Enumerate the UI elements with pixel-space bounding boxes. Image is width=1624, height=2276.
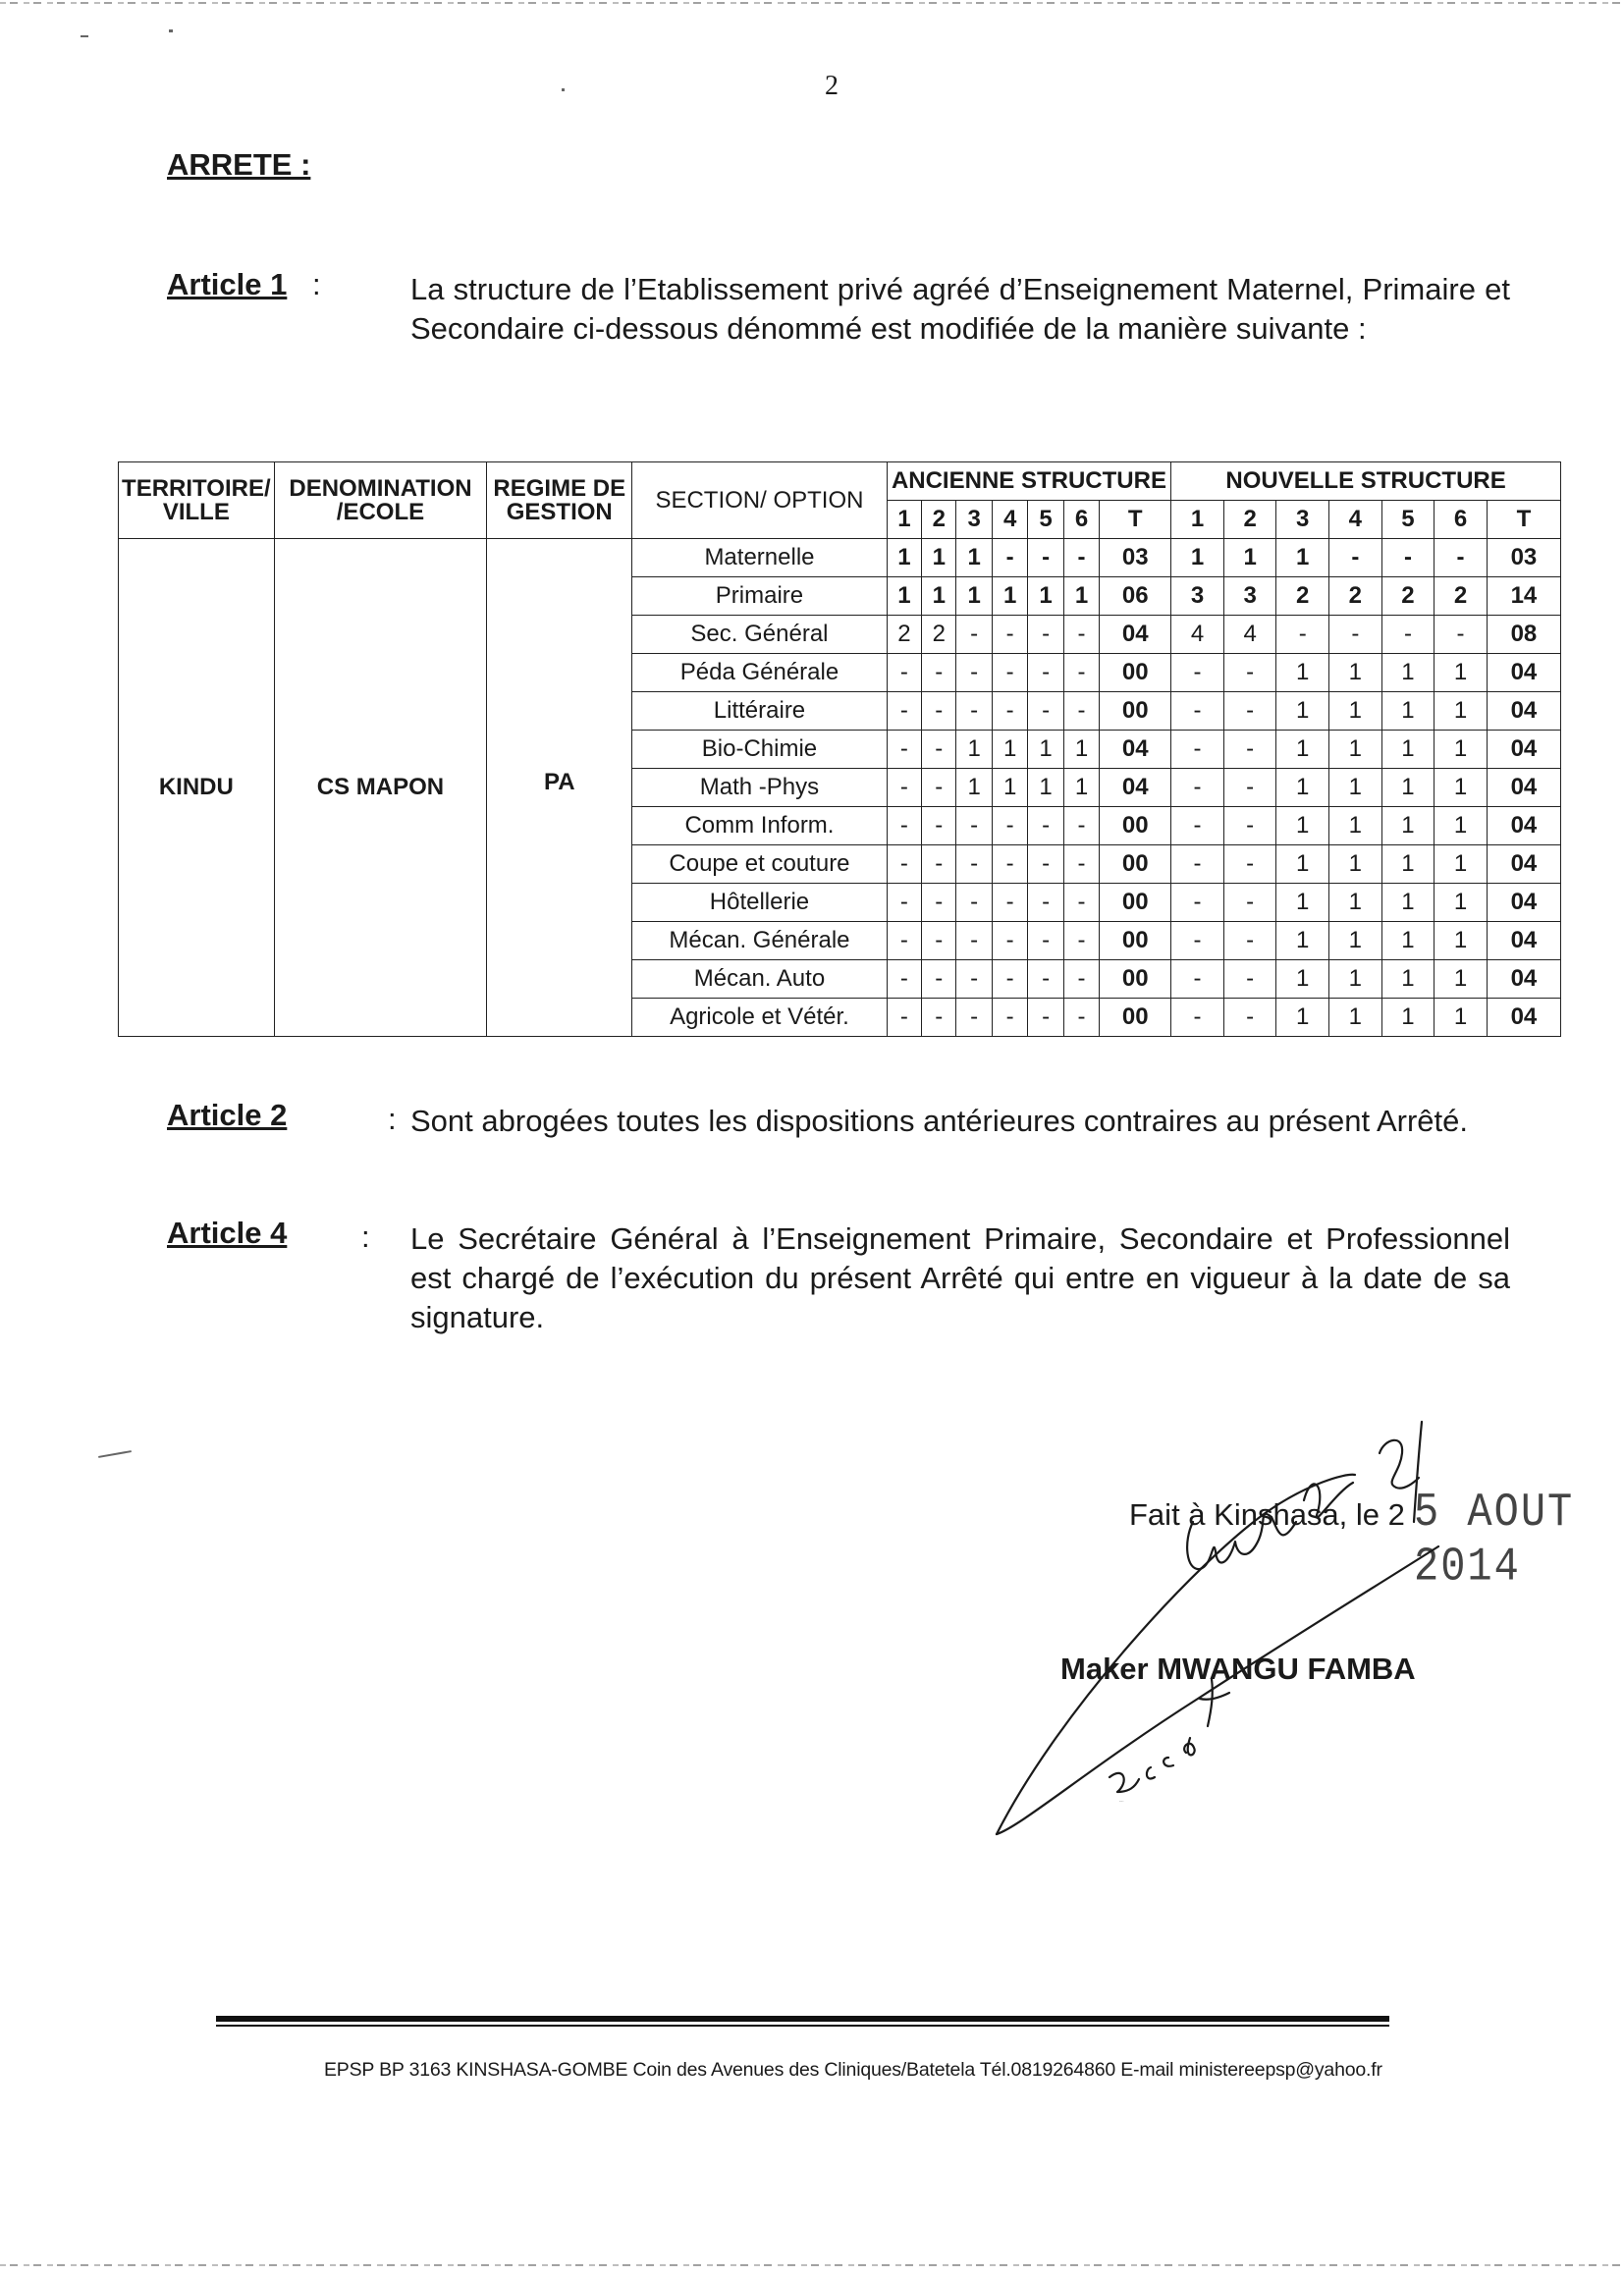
nouvelle-total-cell: 04	[1487, 845, 1560, 884]
nouvelle-class-1-cell: -	[1171, 845, 1224, 884]
option-cell: Comm Inform.	[632, 807, 887, 845]
nouvelle-class-2-cell: 1	[1223, 539, 1276, 577]
option-cell: Hôtellerie	[632, 884, 887, 922]
ancienne-class-1-cell: 1	[887, 539, 921, 577]
nouvelle-class-2-cell: 4	[1223, 616, 1276, 654]
nouvelle-class-2-cell: -	[1223, 654, 1276, 692]
nouvelle-class-6-cell: 1	[1435, 769, 1488, 807]
ancienne-class-4-cell: -	[992, 884, 1027, 922]
nouvelle-class-4-cell: 1	[1329, 654, 1382, 692]
nouvelle-class-1-cell: -	[1171, 922, 1224, 960]
nouvelle-class-3-cell: -	[1276, 616, 1329, 654]
nouvelle-class-3-cell: 1	[1276, 731, 1329, 769]
ancienne-class-3-cell: -	[956, 922, 992, 960]
ancienne-class-5-cell: -	[1028, 845, 1063, 884]
nouvelle-class-3-cell: 1	[1276, 845, 1329, 884]
ancienne-class-5-cell: -	[1028, 616, 1063, 654]
ancienne-total-cell: 04	[1100, 731, 1171, 769]
decree-heading: ARRETE :	[167, 147, 311, 182]
nouvelle-class-5-cell: 1	[1381, 884, 1435, 922]
ancienne-class-6-cell: -	[1063, 539, 1099, 577]
ancienne-class-3-cell: -	[956, 845, 992, 884]
article-4-label: Article 4	[167, 1216, 288, 1250]
nouvelle-class-6-cell: 1	[1435, 692, 1488, 731]
ancienne-total-cell: 00	[1100, 654, 1171, 692]
nouvelle-class-6-cell: 1	[1435, 884, 1488, 922]
nouvelle-total-cell: 04	[1487, 999, 1560, 1037]
ancienne-class-3-cell: -	[956, 807, 992, 845]
nouvelle-total-cell: 14	[1487, 577, 1560, 616]
ancienne-class-2-cell: -	[922, 731, 956, 769]
option-cell: Coupe et couture	[632, 845, 887, 884]
nouvelle-class-2-cell: -	[1223, 769, 1276, 807]
nouvelle-class-1-cell: -	[1171, 960, 1224, 999]
ancienne-class-1-cell: -	[887, 807, 921, 845]
nouvelle-class-1-cell: -	[1171, 807, 1224, 845]
header-nouvelle-structure: NOUVELLE STRUCTURE	[1171, 462, 1561, 501]
ancienne-class-4-cell: 1	[992, 577, 1027, 616]
header-nouvelle-col-1: 1	[1171, 501, 1224, 539]
header-ancienne-col-2: 2	[922, 501, 956, 539]
nouvelle-class-2-cell: -	[1223, 731, 1276, 769]
option-cell: Bio-Chimie	[632, 731, 887, 769]
option-cell: Péda Générale	[632, 654, 887, 692]
nouvelle-class-5-cell: -	[1381, 616, 1435, 654]
ancienne-class-4-cell: -	[992, 654, 1027, 692]
option-cell: Sec. Général	[632, 616, 887, 654]
nouvelle-class-5-cell: 2	[1381, 577, 1435, 616]
article-2-colon: :	[388, 1102, 397, 1136]
ancienne-class-3-cell: -	[956, 654, 992, 692]
ancienne-class-1-cell: 2	[887, 616, 921, 654]
ancienne-class-6-cell: -	[1063, 616, 1099, 654]
header-section-option: SECTION/ OPTION	[632, 462, 887, 539]
footer-rule-thin	[216, 2025, 1389, 2027]
ancienne-class-1-cell: -	[887, 731, 921, 769]
nouvelle-class-6-cell: -	[1435, 539, 1488, 577]
ancienne-class-2-cell: -	[922, 692, 956, 731]
footer-address: EPSP BP 3163 KINSHASA-GOMBE Coin des Avenues des Cliniques/Batetela Tél.0819264860 E-mail ministereepsp@yahoo.fr	[324, 2059, 1382, 2081]
ancienne-class-4-cell: -	[992, 922, 1027, 960]
ancienne-class-4-cell: -	[992, 539, 1027, 577]
nouvelle-class-6-cell: -	[1435, 616, 1488, 654]
scan-artifact-bottom	[0, 2264, 1624, 2266]
option-cell: Primaire	[632, 577, 887, 616]
nouvelle-class-3-cell: 1	[1276, 654, 1329, 692]
svg-text:25.08.14: 25.08.14	[1119, 1802, 1124, 1803]
nouvelle-class-4-cell: 1	[1329, 999, 1382, 1037]
article-1-text: La structure de l’Etablissement privé agréé d’Enseignement Maternel, Primaire et Secondaire ci-dessous dénommé est modifiée de la manière suivante :	[410, 272, 1510, 346]
nouvelle-class-2-cell: -	[1223, 922, 1276, 960]
nouvelle-class-4-cell: 1	[1329, 807, 1382, 845]
article-2-text: Sont abrogées toutes les dispositions antérieures contraires au présent Arrêté.	[410, 1104, 1469, 1138]
nouvelle-class-3-cell: 1	[1276, 692, 1329, 731]
ancienne-class-3-cell: 1	[956, 769, 992, 807]
ancienne-class-2-cell: -	[922, 999, 956, 1037]
ancienne-total-cell: 00	[1100, 807, 1171, 845]
nouvelle-class-1-cell: -	[1171, 692, 1224, 731]
ancienne-class-2-cell: -	[922, 884, 956, 922]
article-1-colon: :	[312, 267, 321, 301]
nouvelle-class-3-cell: 1	[1276, 960, 1329, 999]
ancienne-class-1-cell: -	[887, 769, 921, 807]
header-nouvelle-col-2: 2	[1223, 501, 1276, 539]
territoire-cell: KINDU	[119, 539, 275, 1037]
nouvelle-total-cell: 08	[1487, 616, 1560, 654]
nouvelle-class-5-cell: 1	[1381, 960, 1435, 999]
nouvelle-class-5-cell: 1	[1381, 769, 1435, 807]
ancienne-class-1-cell: -	[887, 692, 921, 731]
nouvelle-class-6-cell: 2	[1435, 577, 1488, 616]
header-denomination: DENOMINATION /ECOLE	[274, 462, 487, 539]
article-1-label: Article 1	[167, 267, 288, 301]
nouvelle-class-4-cell: 1	[1329, 731, 1382, 769]
nouvelle-class-4-cell: 1	[1329, 960, 1382, 999]
article-4-text: Le Secrétaire Général à l’Enseignement Primaire, Secondaire et Professionnel est chargé de l’exécution du présent Arrêté qui entre en vigueur à la date de sa signature.	[410, 1221, 1510, 1334]
handwritten-signature	[972, 1414, 1522, 1866]
header-ancienne-col-4: 4	[992, 501, 1027, 539]
nouvelle-class-5-cell: 1	[1381, 922, 1435, 960]
ancienne-class-6-cell: -	[1063, 999, 1099, 1037]
ancienne-class-2-cell: -	[922, 845, 956, 884]
ancienne-total-cell: 00	[1100, 960, 1171, 999]
ancienne-class-3-cell: -	[956, 960, 992, 999]
ancienne-class-5-cell: -	[1028, 539, 1063, 577]
nouvelle-class-2-cell: -	[1223, 845, 1276, 884]
nouvelle-class-5-cell: 1	[1381, 692, 1435, 731]
nouvelle-class-4-cell: 1	[1329, 922, 1382, 960]
regime-cell: PA	[487, 539, 632, 1037]
nouvelle-class-5-cell: 1	[1381, 731, 1435, 769]
nouvelle-total-cell: 04	[1487, 960, 1560, 999]
ancienne-class-6-cell: -	[1063, 807, 1099, 845]
ancienne-class-1-cell: -	[887, 960, 921, 999]
nouvelle-class-1-cell: -	[1171, 999, 1224, 1037]
header-ancienne-col-t: T	[1100, 501, 1171, 539]
nouvelle-class-1-cell: -	[1171, 654, 1224, 692]
ancienne-class-4-cell: -	[992, 616, 1027, 654]
nouvelle-class-5-cell: 1	[1381, 845, 1435, 884]
header-nouvelle-col-3: 3	[1276, 501, 1329, 539]
nouvelle-class-2-cell: -	[1223, 692, 1276, 731]
nouvelle-class-1-cell: -	[1171, 731, 1224, 769]
header-ancienne-col-6: 6	[1063, 501, 1099, 539]
header-ancienne-structure: ANCIENNE STRUCTURE	[887, 462, 1171, 501]
ancienne-class-6-cell: 1	[1063, 769, 1099, 807]
header-ancienne-col-1: 1	[887, 501, 921, 539]
ancienne-total-cell: 06	[1100, 577, 1171, 616]
ancienne-class-4-cell: 1	[992, 769, 1027, 807]
scan-speck	[169, 29, 173, 32]
nouvelle-class-4-cell: 2	[1329, 577, 1382, 616]
nouvelle-class-3-cell: 1	[1276, 539, 1329, 577]
nouvelle-class-4-cell: 1	[1329, 884, 1382, 922]
ancienne-class-3-cell: 1	[956, 577, 992, 616]
nouvelle-class-4-cell: -	[1329, 539, 1382, 577]
option-cell: Mécan. Auto	[632, 960, 887, 999]
nouvelle-total-cell: 04	[1487, 922, 1560, 960]
nouvelle-class-6-cell: 1	[1435, 845, 1488, 884]
ancienne-class-5-cell: 1	[1028, 731, 1063, 769]
nouvelle-class-4-cell: 1	[1329, 845, 1382, 884]
nouvelle-class-4-cell: 1	[1329, 769, 1382, 807]
ancienne-class-3-cell: -	[956, 884, 992, 922]
nouvelle-class-1-cell: 4	[1171, 616, 1224, 654]
ancienne-class-4-cell: 1	[992, 731, 1027, 769]
ancienne-class-5-cell: -	[1028, 960, 1063, 999]
ancienne-class-1-cell: -	[887, 922, 921, 960]
option-cell: Agricole et Vétér.	[632, 999, 887, 1037]
ancienne-class-4-cell: -	[992, 807, 1027, 845]
article-2-label: Article 2	[167, 1098, 288, 1132]
ancienne-class-1-cell: -	[887, 845, 921, 884]
ancienne-class-5-cell: -	[1028, 884, 1063, 922]
nouvelle-class-3-cell: 1	[1276, 807, 1329, 845]
ancienne-class-2-cell: -	[922, 769, 956, 807]
ancienne-total-cell: 00	[1100, 845, 1171, 884]
nouvelle-class-3-cell: 1	[1276, 922, 1329, 960]
scan-speck	[562, 88, 565, 91]
nouvelle-class-5-cell: 1	[1381, 654, 1435, 692]
denomination-cell: CS MAPON	[274, 539, 487, 1037]
ancienne-class-1-cell: -	[887, 999, 921, 1037]
ancienne-class-4-cell: -	[992, 692, 1027, 731]
nouvelle-class-4-cell: 1	[1329, 692, 1382, 731]
ancienne-class-5-cell: -	[1028, 654, 1063, 692]
ancienne-class-3-cell: -	[956, 616, 992, 654]
nouvelle-class-2-cell: -	[1223, 960, 1276, 999]
ancienne-class-1-cell: -	[887, 884, 921, 922]
ancienne-class-3-cell: 1	[956, 731, 992, 769]
ancienne-class-1-cell: 1	[887, 577, 921, 616]
ancienne-class-2-cell: 2	[922, 616, 956, 654]
nouvelle-class-6-cell: 1	[1435, 999, 1488, 1037]
header-nouvelle-col-6: 6	[1435, 501, 1488, 539]
nouvelle-class-6-cell: 1	[1435, 654, 1488, 692]
nouvelle-class-3-cell: 1	[1276, 769, 1329, 807]
ancienne-total-cell: 00	[1100, 692, 1171, 731]
ancienne-class-5-cell: 1	[1028, 577, 1063, 616]
ancienne-total-cell: 03	[1100, 539, 1171, 577]
ancienne-class-3-cell: 1	[956, 539, 992, 577]
ancienne-class-3-cell: -	[956, 692, 992, 731]
nouvelle-class-2-cell: -	[1223, 807, 1276, 845]
ancienne-class-6-cell: -	[1063, 654, 1099, 692]
nouvelle-class-3-cell: 1	[1276, 884, 1329, 922]
article-4-colon: :	[361, 1219, 370, 1254]
nouvelle-class-6-cell: 1	[1435, 960, 1488, 999]
header-nouvelle-col-t: T	[1487, 501, 1560, 539]
ancienne-class-4-cell: -	[992, 845, 1027, 884]
option-cell: Mécan. Générale	[632, 922, 887, 960]
ancienne-class-2-cell: -	[922, 922, 956, 960]
ancienne-class-5-cell: -	[1028, 922, 1063, 960]
ancienne-class-6-cell: -	[1063, 845, 1099, 884]
nouvelle-total-cell: 04	[1487, 807, 1560, 845]
nouvelle-class-1-cell: 1	[1171, 539, 1224, 577]
header-nouvelle-col-5: 5	[1381, 501, 1435, 539]
scan-speck	[81, 35, 88, 37]
place-date-line: Fait à Kinshasa, le 2	[1129, 1497, 1405, 1532]
ancienne-class-2-cell: 1	[922, 539, 956, 577]
ancienne-class-6-cell: -	[1063, 922, 1099, 960]
header-ancienne-col-3: 3	[956, 501, 992, 539]
nouvelle-class-2-cell: -	[1223, 884, 1276, 922]
ancienne-class-6-cell: -	[1063, 960, 1099, 999]
header-ancienne-col-5: 5	[1028, 501, 1063, 539]
ancienne-class-1-cell: -	[887, 654, 921, 692]
ancienne-class-3-cell: -	[956, 999, 992, 1037]
nouvelle-class-3-cell: 1	[1276, 999, 1329, 1037]
nouvelle-total-cell: 04	[1487, 769, 1560, 807]
ancienne-class-5-cell: -	[1028, 999, 1063, 1037]
footer-rule	[216, 2016, 1389, 2022]
ancienne-class-6-cell: 1	[1063, 577, 1099, 616]
nouvelle-class-5-cell: 1	[1381, 999, 1435, 1037]
option-cell: Math -Phys	[632, 769, 887, 807]
ancienne-class-6-cell: 1	[1063, 731, 1099, 769]
scan-artifact-top	[0, 2, 1624, 4]
table-row	[119, 539, 1561, 577]
ancienne-class-5-cell: -	[1028, 692, 1063, 731]
nouvelle-class-5-cell: -	[1381, 539, 1435, 577]
nouvelle-class-2-cell: -	[1223, 999, 1276, 1037]
page-number: 2	[825, 71, 839, 101]
ancienne-class-2-cell: -	[922, 654, 956, 692]
nouvelle-total-cell: 04	[1487, 692, 1560, 731]
nouvelle-total-cell: 04	[1487, 654, 1560, 692]
nouvelle-class-6-cell: 1	[1435, 807, 1488, 845]
nouvelle-class-6-cell: 1	[1435, 731, 1488, 769]
nouvelle-class-1-cell: 3	[1171, 577, 1224, 616]
option-cell: Maternelle	[632, 539, 887, 577]
school-structure-table	[118, 461, 1561, 1037]
nouvelle-class-1-cell: -	[1171, 769, 1224, 807]
header-nouvelle-col-4: 4	[1329, 501, 1382, 539]
date-stamp: 5 AOUT 2014	[1414, 1485, 1575, 1595]
nouvelle-class-6-cell: 1	[1435, 922, 1488, 960]
nouvelle-class-1-cell: -	[1171, 884, 1224, 922]
ancienne-total-cell: 04	[1100, 616, 1171, 654]
ancienne-class-4-cell: -	[992, 960, 1027, 999]
signatory-name: Maker MWANGU FAMBA	[1060, 1652, 1416, 1686]
ancienne-class-5-cell: 1	[1028, 769, 1063, 807]
option-cell: Littéraire	[632, 692, 887, 731]
nouvelle-total-cell: 04	[1487, 884, 1560, 922]
ancienne-class-5-cell: -	[1028, 807, 1063, 845]
nouvelle-total-cell: 03	[1487, 539, 1560, 577]
ancienne-total-cell: 00	[1100, 922, 1171, 960]
ancienne-total-cell: 04	[1100, 769, 1171, 807]
ancienne-class-2-cell: 1	[922, 577, 956, 616]
ancienne-class-6-cell: -	[1063, 692, 1099, 731]
nouvelle-class-2-cell: 3	[1223, 577, 1276, 616]
ancienne-class-6-cell: -	[1063, 884, 1099, 922]
ancienne-class-4-cell: -	[992, 999, 1027, 1037]
header-regime: REGIME DE GESTION	[487, 462, 632, 539]
header-territoire: TERRITOIRE/ VILLE	[119, 462, 275, 539]
ancienne-class-2-cell: -	[922, 807, 956, 845]
nouvelle-class-5-cell: 1	[1381, 807, 1435, 845]
scan-speck	[98, 1450, 132, 1458]
nouvelle-class-3-cell: 2	[1276, 577, 1329, 616]
ancienne-total-cell: 00	[1100, 884, 1171, 922]
ancienne-class-2-cell: -	[922, 960, 956, 999]
nouvelle-class-4-cell: -	[1329, 616, 1382, 654]
ancienne-total-cell: 00	[1100, 999, 1171, 1037]
nouvelle-total-cell: 04	[1487, 731, 1560, 769]
table-header-row	[119, 462, 1561, 501]
